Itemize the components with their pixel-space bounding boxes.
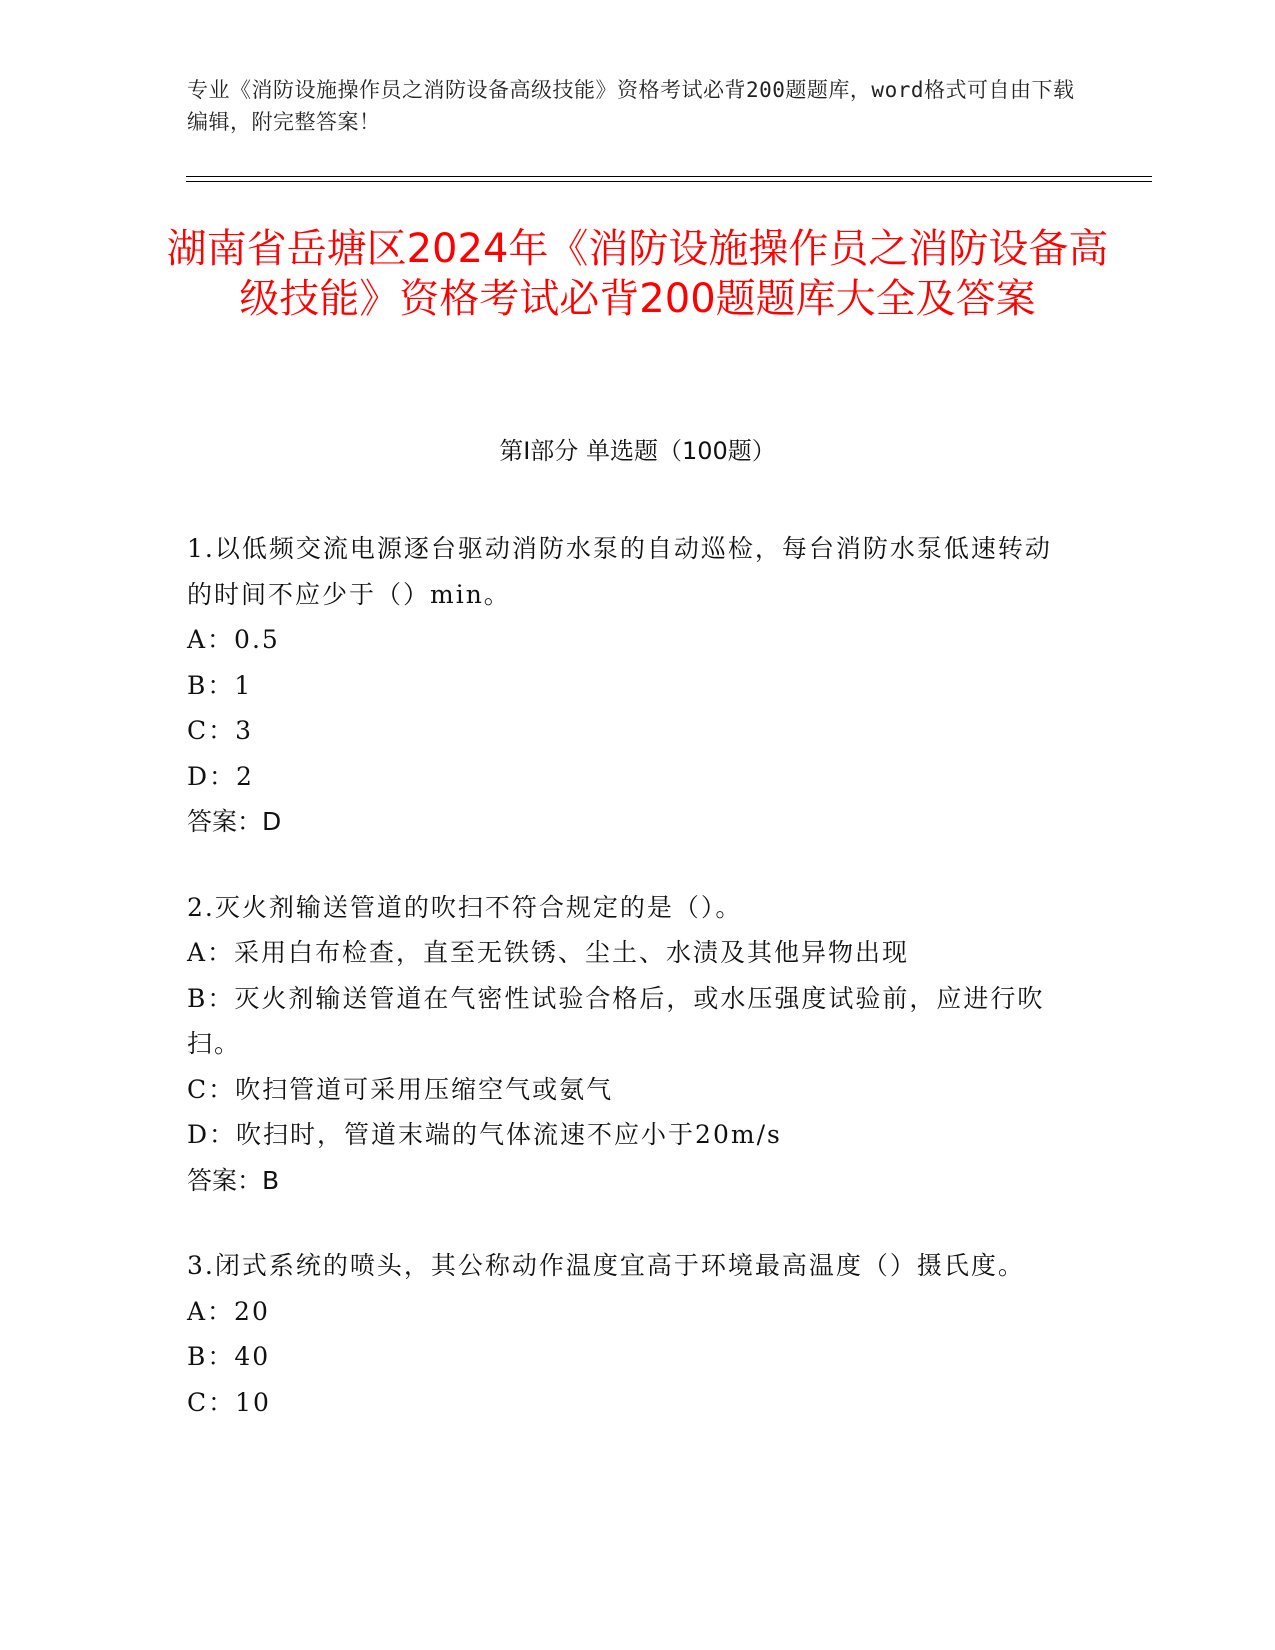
- section-title: 第Ⅰ部分 单选题（100题）: [499, 437, 776, 465]
- question-2: [187, 885, 1067, 1204]
- option-b: B：灭火剂输送管道在气密性试验合格后，或水压强度试验前，应进行吹扫。: [187, 983, 1045, 1058]
- option-a: A：0.5: [187, 625, 280, 654]
- option-c: C：吹扫管道可采用压缩空气或氨气: [187, 1074, 614, 1104]
- answer-line: 答案：B: [187, 1165, 280, 1195]
- option-c: C：10: [187, 1387, 271, 1417]
- option-d: D：吹扫时，管道末端的气体流速不应小于20m/s: [187, 1120, 782, 1149]
- header-note: 专业《消防设施操作员之消防设备高级技能》资格考试必背200题题库，word格式可自由下载编辑，附完整答案！: [187, 78, 1075, 134]
- question-3: [187, 1243, 1067, 1425]
- option-d: D：2: [187, 761, 254, 791]
- option-c: C：3: [187, 716, 254, 745]
- question-1: [187, 526, 1067, 845]
- question-list: [187, 526, 1067, 1465]
- document-title: 湖南省岳塘区2024年《消防设施操作员之消防设备高级技能》资格考试必背200题题库大全及答案: [166, 226, 1109, 322]
- question-stem: 1.以低频交流电源逐台驱动消防水泵的自动巡检，每台消防水泵低速转动的时间不应少于（）min。: [187, 534, 1052, 609]
- header-divider-top: [186, 176, 1152, 177]
- option-a: A：20: [187, 1296, 270, 1326]
- header-divider-bottom: [186, 181, 1152, 182]
- answer-line: 答案：D: [187, 807, 282, 836]
- question-stem: 2.灭火剂输送管道的吹扫不符合规定的是（）。: [187, 892, 743, 922]
- option-b: B：1: [187, 670, 253, 700]
- option-b: B：40: [187, 1342, 271, 1371]
- option-a: A：采用白布检查，直至无铁锈、尘土、水渍及其他异物出现: [187, 938, 910, 967]
- question-stem: 3.闭式系统的喷头，其公称动作温度宜高于环境最高温度（）摄氏度。: [187, 1251, 1025, 1280]
